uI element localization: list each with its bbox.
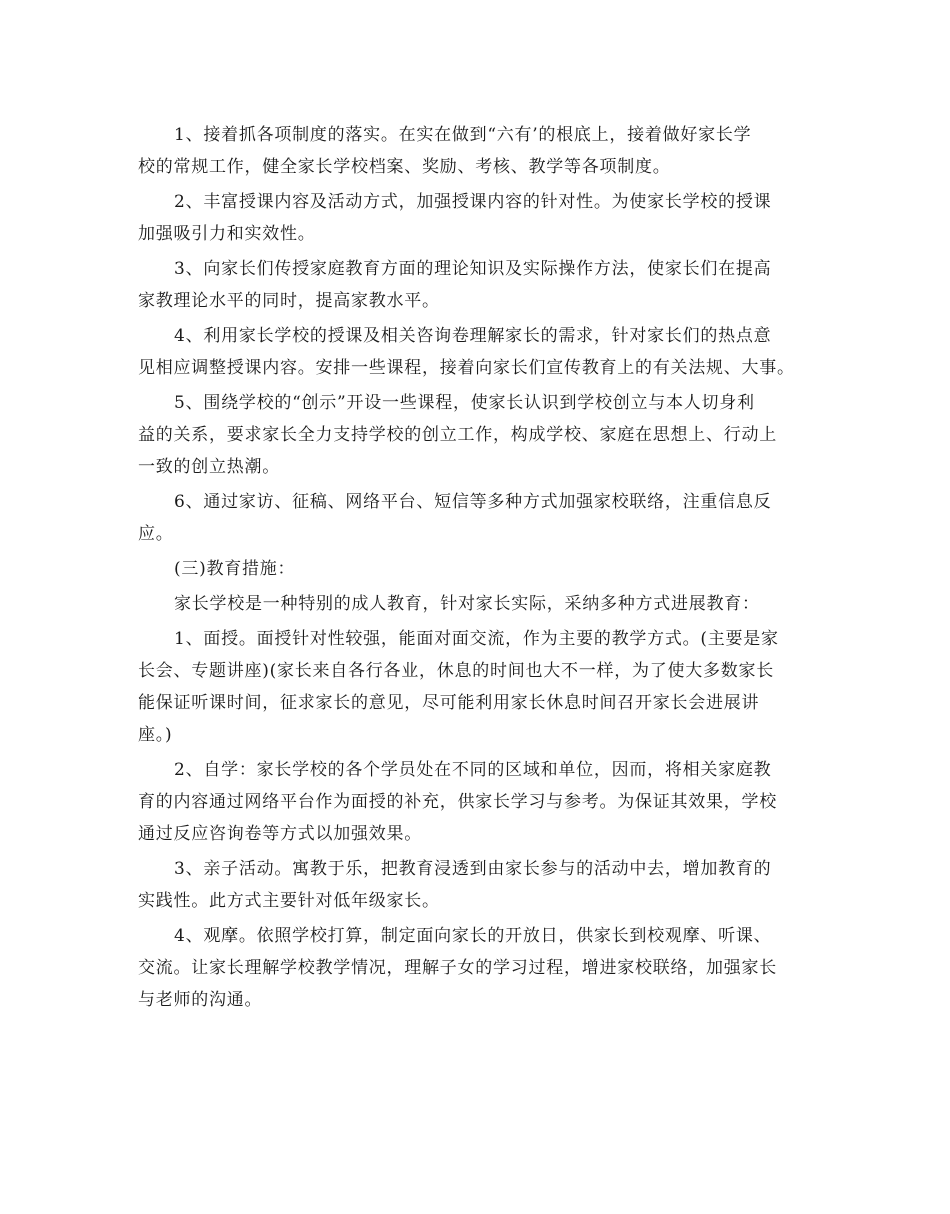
measure-item-1: 1、面授。面授针对性较强，能面对面交流，作为主要的教学方式。(主要是家 长会、专题讲座)(家长来自各行各业，休息的时间也大不一样，为了使大多数家长 能保证听课时间，征求家长的意见，尽可能利用家长休息时间召开家长会进展讲 座。) [138,629,779,745]
paragraph-item-1: 1、接着抓各项制度的落实。在实在做到“六有’的根底上，接着做好家长学 校的常规工作，健全家长学校档案、奖励、考核、教学等各项制度。 [138,125,752,177]
paragraph-item-2: 2、丰富授课内容及活动方式，加强授课内容的针对性。为使家长学校的授课 加强吸引力和实效性。 [138,192,772,244]
paragraph-item-3: 3、向家长们传授家庭教育方面的理论知识及实际操作方法，使家长们在提高 家教理论水平的同时，提高家教水平。 [138,259,772,311]
measure-item-4: 4、观摩。依照学校打算，制定面向家长的开放日，供家长到校观摩、听课、 交流。让家长理解学校教学情况，理解子女的学习过程，增进家校联络，加强家长 与老师的沟通。 [138,926,777,1010]
paragraph-item-5: 5、围绕学校的“创示”开设一些课程，使家长认识到学校创立与本人切身利 益的关系，要求家长全力支持学校的创立工作，构成学校、家庭在思想上、行动上 一致的创立热潮。 [138,393,777,477]
measure-item-3: 3、亲子活动。寓教于乐，把教育浸透到由家长参与的活动中去，增加教育的 实践性。此方式主要针对低年级家长。 [138,859,772,911]
section-intro: 家长学校是一种特别的成人教育，针对家长实际，采纳多种方式进展教育： [174,594,760,614]
document-page [138,119,814,1019]
paragraph-item-4: 4、利用家长学校的授课及相关咨询卷理解家长的需求，针对家长们的热点意 见相应调整授课内容。安排一些课程，接着向家长们宣传教育上的有关法规、大事。 [138,326,795,378]
paragraph-item-6: 6、通过家访、征稿、网络平台、短信等多种方式加强家校联络，注重信息反 应。 [138,492,772,544]
section-heading-measures: (三)教育措施： [174,559,296,579]
measure-item-2: 2、自学：家长学校的各个学员处在不同的区域和单位，因而，将相关家庭教 育的内容通过网络平台作为面授的补充，供家长学习与参考。为保证其效果，学校 通过反应咨询卷等方式以加强效果。 [138,760,777,844]
